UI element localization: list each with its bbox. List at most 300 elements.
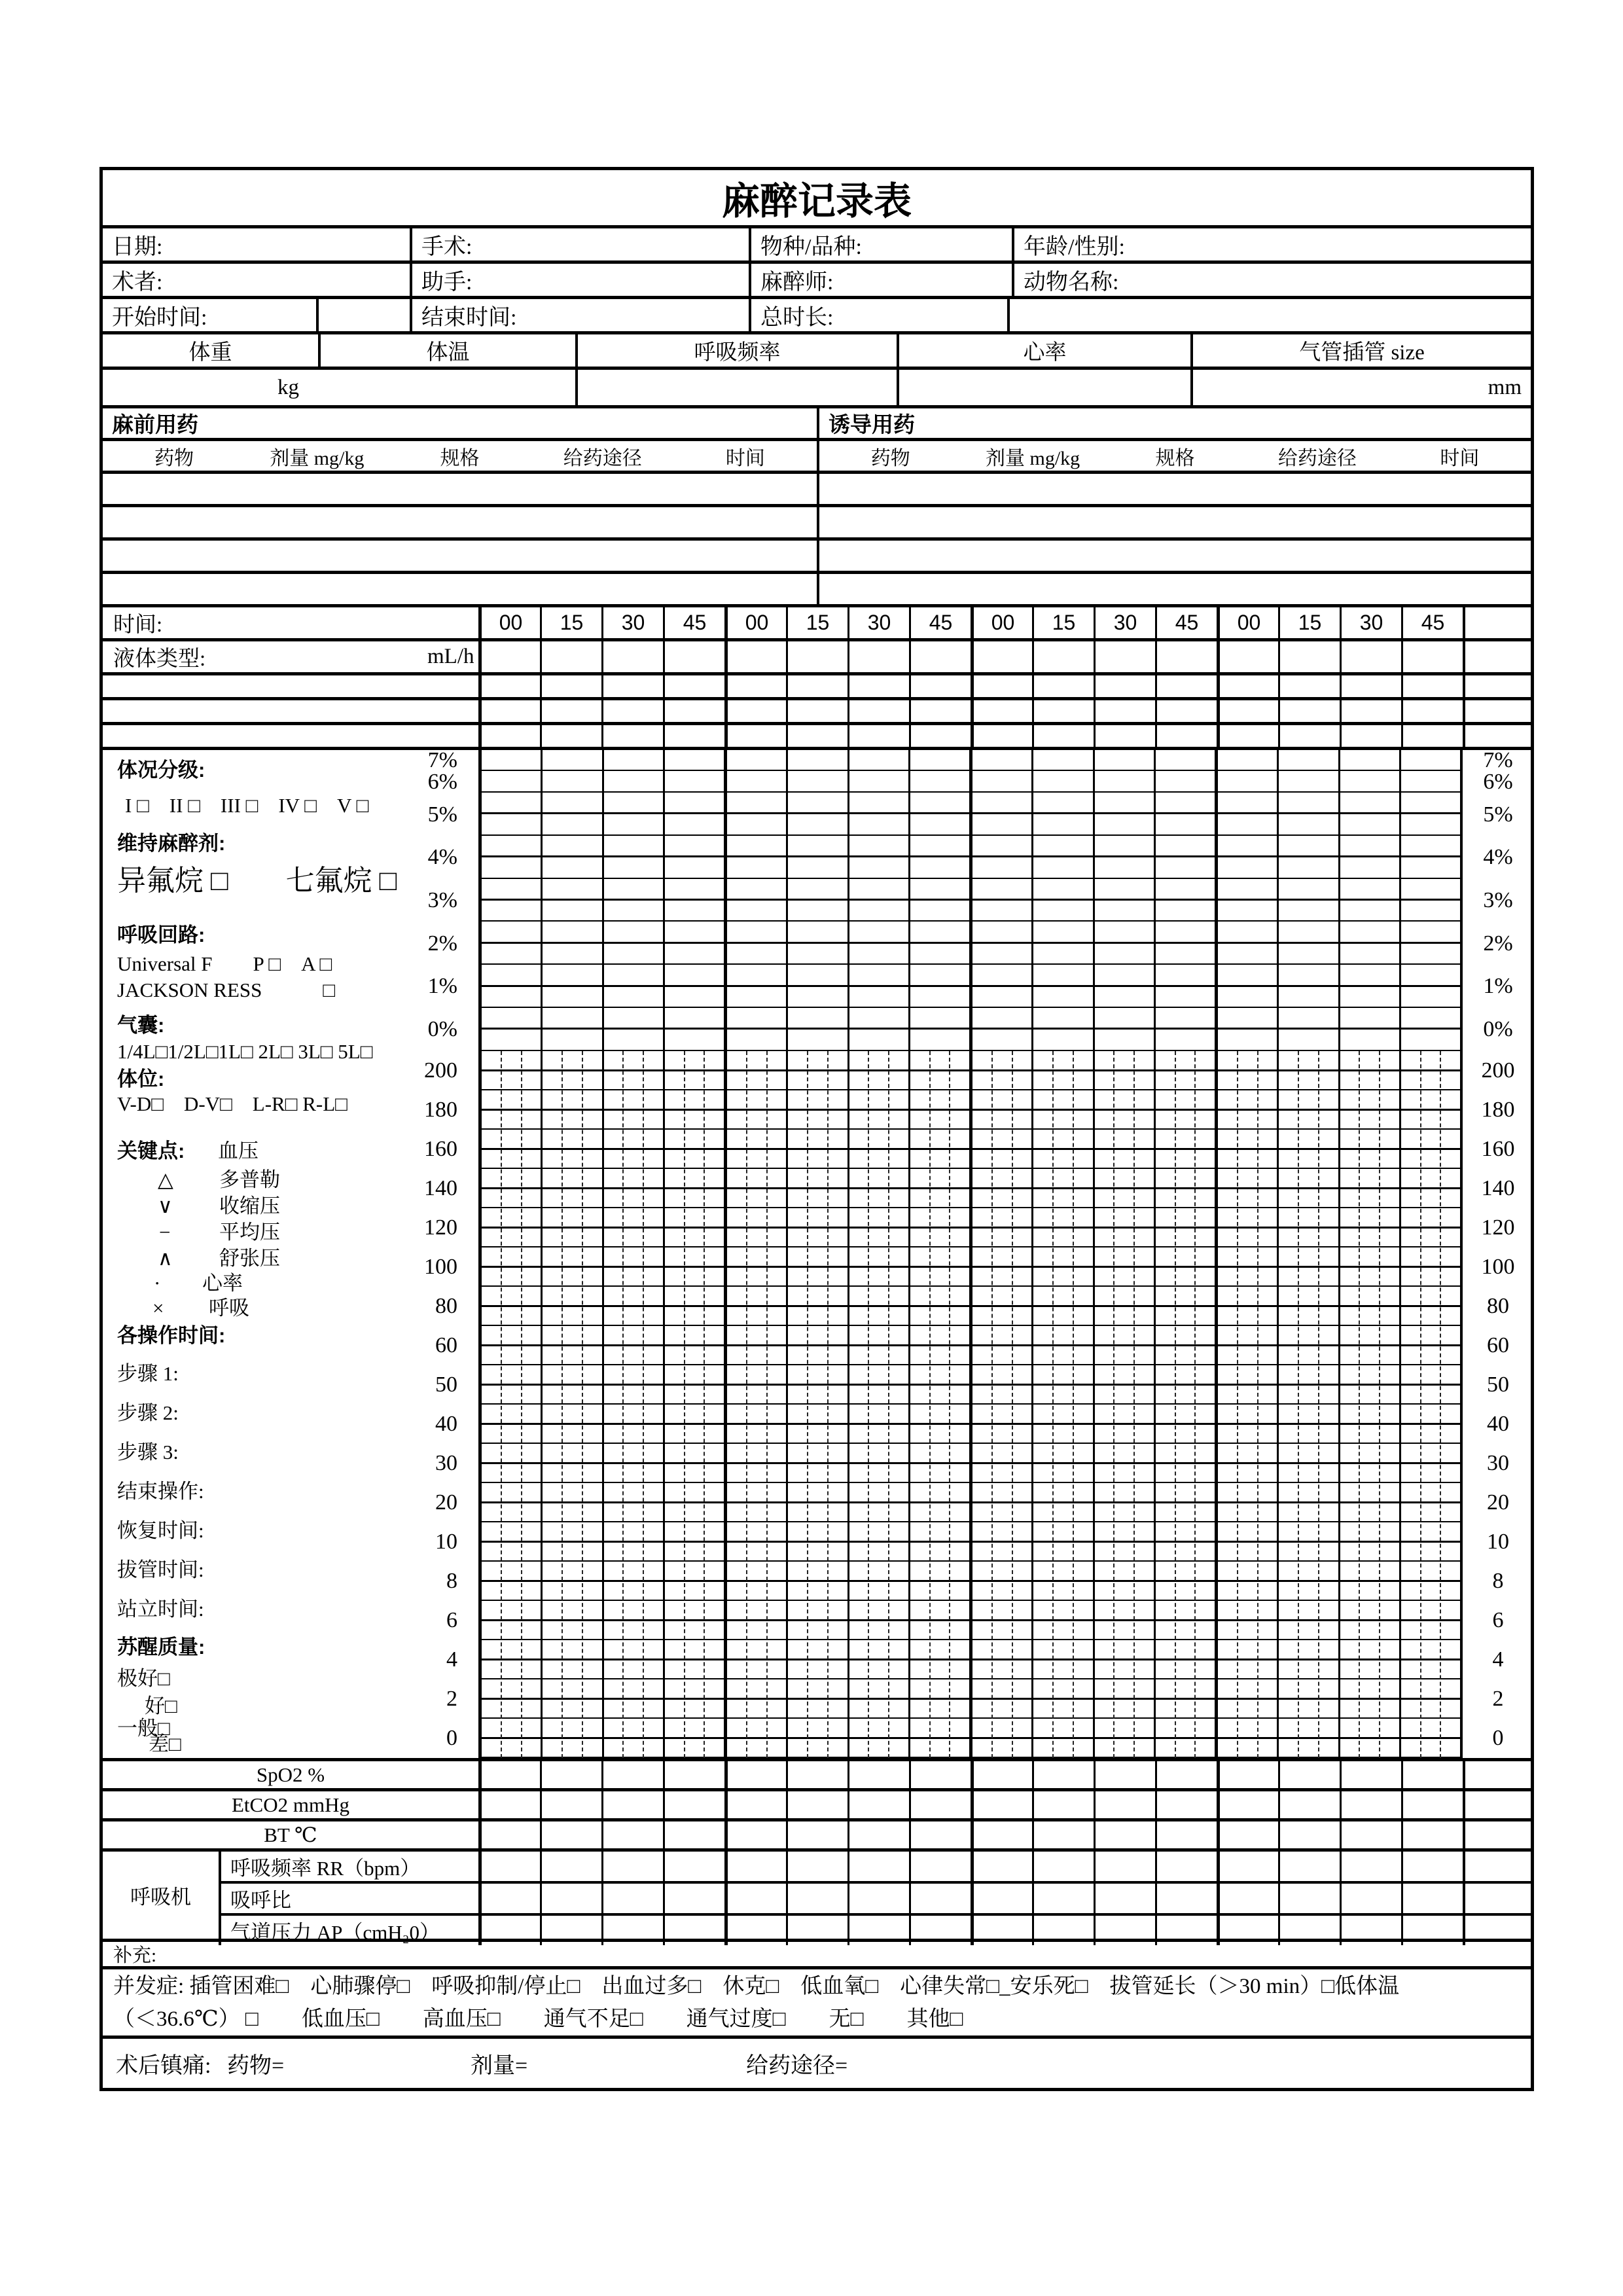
grid-cell [847, 1884, 909, 1913]
grid-cell [601, 641, 663, 672]
premed-section-title: 麻前用药 [112, 412, 198, 437]
grid-cell [1032, 1852, 1094, 1881]
grid-column [972, 750, 1033, 1051]
percent-scale-right [1465, 750, 1531, 1051]
scale-label: 50 [435, 1372, 457, 1397]
grid-column [1033, 1051, 1094, 1758]
time-row [103, 604, 1531, 638]
grid-cell [1278, 725, 1340, 747]
grid-column [1401, 750, 1460, 1051]
grid-cell [786, 725, 847, 747]
grid-cell [478, 675, 540, 697]
drug-entry-row [103, 471, 1531, 504]
grid-cell [1032, 700, 1094, 722]
grid-cell [1340, 675, 1401, 697]
analgesia-drug: 药物= [227, 2054, 285, 2078]
tail-cell [1463, 1761, 1531, 1788]
sidebar-line: 极好□ [117, 1667, 170, 1690]
grid-column [1340, 750, 1401, 1051]
scale-label: 80 [1487, 1294, 1509, 1318]
grid-cell [1032, 725, 1094, 747]
scale-label: 10 [1487, 1530, 1509, 1554]
grid-cell [786, 700, 847, 722]
anesthetist-field: 麻醉师: [749, 264, 1012, 296]
grid-cell [540, 1852, 601, 1881]
grid-cell [1094, 700, 1155, 722]
grid-cell [1401, 1761, 1463, 1788]
grid-cell [971, 1884, 1032, 1913]
grid-column [1218, 1051, 1279, 1758]
grid-cell [971, 1791, 1032, 1818]
surgery-field: 手术: [410, 228, 749, 260]
scale-label: 180 [424, 1098, 457, 1122]
grid-cell [663, 1821, 724, 1848]
scale-label: 140 [1481, 1176, 1515, 1200]
vitals-grid [478, 1051, 1463, 1758]
grid-cell [1217, 1884, 1278, 1913]
scale-label: 140 [424, 1176, 457, 1200]
scale-label: 6 [1492, 1608, 1504, 1632]
scale-label: 120 [1481, 1215, 1515, 1240]
sidebar-line: I □ II □ III □ IV □ V □ [125, 794, 369, 817]
drug-entry-row [103, 571, 1531, 604]
grid-cell [1401, 641, 1463, 672]
grid-cell [663, 700, 724, 722]
complications-line-1: 并发症: 插管困难□ 心肺骤停□ 呼吸抑制/停止□ 出血过多□ 休克□ 低血氧□ 心律失常□_安乐死□ 拔管延长（＞30 min）□低体温 [113, 1974, 1400, 1998]
tail-cell [1463, 1884, 1531, 1913]
grid-cell [663, 675, 724, 697]
scale-label: 160 [1481, 1136, 1515, 1161]
scale-label: 200 [424, 1058, 457, 1083]
scale-label: 4 [446, 1647, 457, 1672]
sidebar-line: 一般□ [117, 1717, 170, 1740]
time-tick-cell: 30 [1340, 607, 1401, 638]
time-tick-cell: 30 [847, 607, 909, 638]
analgesia-dose: 剂量= [471, 2054, 528, 2078]
scale-label: 2% [427, 931, 457, 956]
induction-section-title: 诱导用药 [817, 408, 1531, 438]
sidebar-line: 呼吸 [209, 1297, 249, 1319]
sidebar-line: V-D□ D-V□ L-R□ R-L□ [117, 1092, 348, 1115]
sidebar-line: 平均压 [219, 1221, 280, 1244]
grid-cell [971, 641, 1032, 672]
grid-cell [1155, 700, 1217, 722]
scale-label: 2% [1483, 931, 1513, 956]
drug-column-header: 时间 [1440, 447, 1480, 469]
grid-cell [540, 725, 601, 747]
grid-cell [786, 1852, 847, 1881]
sidebar-line: 结束操作: [117, 1480, 204, 1503]
complications-row [103, 1966, 1531, 2036]
grid-cell [847, 1791, 909, 1818]
vent-rr-row [219, 1852, 1531, 1881]
grid-cell [909, 1852, 971, 1881]
grid-cell [663, 1761, 724, 1788]
empty-cell [1007, 299, 1531, 331]
scale-label: 6% [427, 770, 457, 795]
complications-line-2: （＜36.6℃） □ 低血压□ 高血压□ 通气不足□ 通气过度□ 无□ 其他□ [113, 2007, 963, 2031]
grid-cell [909, 1761, 971, 1788]
grid-cell [478, 1791, 540, 1818]
grid-cell [1032, 1821, 1094, 1848]
sidebar-line: ∧ [158, 1247, 173, 1270]
grid-column [1033, 750, 1094, 1051]
scale-label: 60 [435, 1333, 457, 1357]
scale-label: 4% [427, 845, 457, 870]
ett-value-cell [1190, 370, 1531, 405]
grid-cell [663, 1791, 724, 1818]
sidebar-line: △ [158, 1168, 173, 1191]
grid-cell [1340, 725, 1401, 747]
grid-cell [1401, 675, 1463, 697]
sidebar-line: 血压 [218, 1139, 259, 1162]
grid-cell [1278, 1821, 1340, 1848]
sidebar-line: 舒张压 [219, 1247, 280, 1270]
grid-cell [663, 641, 724, 672]
grid-cell [786, 641, 847, 672]
start-time-field: 开始时间: [112, 306, 207, 330]
grid-cell [909, 1821, 971, 1848]
grid-cell [1340, 1761, 1401, 1788]
grid-cell [1032, 675, 1094, 697]
grid-cell [1401, 1821, 1463, 1848]
body-temp-label: BT ℃ [264, 1823, 317, 1846]
grid-cell [1155, 725, 1217, 747]
grid-cell [1278, 1884, 1340, 1913]
grid-cell [1217, 725, 1278, 747]
grid-cell [909, 1791, 971, 1818]
scale-label: 7% [427, 748, 457, 773]
grid-cell [601, 1821, 663, 1848]
tail-cell [1463, 1852, 1531, 1881]
grid-cell [1155, 675, 1217, 697]
grid-cell [540, 675, 601, 697]
sidebar-line: 体况分级: [117, 759, 205, 781]
grid-cell [847, 1852, 909, 1881]
sidebar-notes [103, 750, 478, 1758]
grid-cell [540, 641, 601, 672]
sidebar-line: 异氟烷 □ 七氟烷 □ [117, 865, 397, 897]
grid-cell [786, 1761, 847, 1788]
grid-cell [1217, 641, 1278, 672]
grid-column [1279, 1051, 1340, 1758]
spo2-row [103, 1758, 1531, 1788]
grid-column [1095, 750, 1156, 1051]
grid-column [849, 1051, 910, 1758]
scale-label: 40 [435, 1412, 457, 1436]
grid-column [849, 750, 910, 1051]
grid-cell [724, 641, 786, 672]
grid-cell [478, 700, 540, 722]
ventilator-label: 呼吸机 [130, 1886, 191, 1909]
time-tick-cell: 15 [1032, 607, 1094, 638]
sidebar-line: 差□ [149, 1732, 181, 1755]
grid-cell [601, 1791, 663, 1818]
grid-cell [1032, 1761, 1094, 1788]
tail-cell [1463, 641, 1531, 672]
sidebar-line: 呼吸回路: [117, 924, 205, 946]
sidebar-line: ∨ [158, 1194, 173, 1217]
grid-cell [1401, 700, 1463, 722]
time-tick-cell: 00 [1217, 607, 1278, 638]
grid-cell [847, 1761, 909, 1788]
sidebar-line: 恢复时间: [117, 1519, 204, 1542]
grid-cell [724, 675, 786, 697]
scale-label: 160 [424, 1136, 457, 1161]
analgesia-label: 术后镇痛: [116, 2054, 211, 2078]
tail-cell [1463, 725, 1531, 747]
sidebar-line: 各操作时间: [117, 1324, 226, 1347]
grid-cell [1401, 1852, 1463, 1881]
scale-label: 30 [1487, 1451, 1509, 1475]
sidebar-line: × [152, 1297, 164, 1319]
grid-cell [663, 725, 724, 747]
grid-cell [540, 1884, 601, 1913]
grid-cell [909, 675, 971, 697]
time-tick-cell: 30 [601, 607, 663, 638]
grid-cell [847, 641, 909, 672]
vent-ie-row [219, 1881, 1531, 1913]
fluid-unit: mL/h [427, 645, 474, 668]
grid-cell [478, 641, 540, 672]
surgeon-field: 术者: [112, 270, 163, 295]
grid-cell [1032, 1884, 1094, 1913]
fluid-row-label: 液体类型: mL/h [113, 645, 474, 671]
scale-label: 4% [1483, 845, 1513, 870]
vitals-header-row [103, 331, 1531, 367]
mm-unit: mm [1488, 375, 1522, 399]
date-field: 日期: [112, 235, 163, 259]
grid-cell [540, 1791, 601, 1818]
grid-column [543, 750, 603, 1051]
resp-rate-header: 呼吸频率 [575, 334, 897, 367]
drug-column-header: 剂量 mg/kg [270, 447, 365, 469]
grid-column [727, 1051, 788, 1758]
grid-cell [1155, 1791, 1217, 1818]
supplement-row [103, 1939, 1531, 1966]
grid-column [1340, 1051, 1401, 1758]
grid-cell [601, 700, 663, 722]
weight-value-cell [103, 370, 575, 405]
scale-label: 200 [1481, 1058, 1515, 1083]
time-tick-cell: 15 [786, 607, 847, 638]
grid-cell [724, 1852, 786, 1881]
end-time-field: 结束时间: [410, 299, 749, 331]
grid-cell [1278, 641, 1340, 672]
chart-zone [103, 747, 1531, 1758]
grid-cell [971, 1852, 1032, 1881]
time-tick-cell: 45 [663, 607, 724, 638]
tail-cell [1463, 675, 1531, 697]
info-row-2 [103, 260, 1531, 296]
tail-cell [1463, 1791, 1531, 1818]
grid-cell [601, 1852, 663, 1881]
postop-analgesia-row [103, 2036, 1531, 2088]
grid-column [1279, 750, 1340, 1051]
drug-columns-row [103, 438, 1531, 471]
drug-column-header: 剂量 mg/kg [986, 447, 1080, 469]
info-row-1 [103, 225, 1531, 260]
animal-name-field: 动物名称: [1012, 264, 1531, 296]
grid-column [543, 1051, 603, 1758]
page-title: 麻醉记录表 [721, 180, 912, 223]
sidebar-line: 拔管时间: [117, 1558, 204, 1581]
sidebar-line: 体位: [117, 1067, 165, 1090]
grid-cell [478, 1884, 540, 1913]
drug-column-header: 药物 [154, 447, 194, 469]
etco2-row [103, 1788, 1531, 1818]
grid-cell [1217, 1791, 1278, 1818]
scale-label: 1% [427, 974, 457, 999]
drug-column-header: 规格 [1155, 447, 1195, 469]
etco2-label: EtCO2 mmHg [232, 1793, 349, 1816]
grid-cell [909, 1884, 971, 1913]
grid-cell [1032, 1791, 1094, 1818]
sidebar-line: 站立时间: [117, 1598, 204, 1621]
grid-cell [1094, 725, 1155, 747]
heart-rate-header: 心率 [897, 334, 1190, 367]
sidebar-line: 步骤 1: [117, 1362, 179, 1385]
sidebar-line: Universal F P □ A □ [117, 952, 332, 975]
grid-cell [478, 1852, 540, 1881]
grid-column [604, 1051, 665, 1758]
grid-cell [1155, 1761, 1217, 1788]
scale-label: 50 [1487, 1372, 1509, 1397]
scale-label: 180 [1481, 1098, 1515, 1122]
grid-column [788, 750, 849, 1051]
grid-cell [1032, 641, 1094, 672]
grid-cell [1340, 1884, 1401, 1913]
grid-cell [1340, 1791, 1401, 1818]
grid-cell [1217, 1761, 1278, 1788]
grid-cell [1340, 700, 1401, 722]
grid-cell [478, 1821, 540, 1848]
grid-cell [847, 1821, 909, 1848]
time-tick-cell: 45 [1155, 607, 1217, 638]
grid-column [1095, 1051, 1156, 1758]
scale-label: 4 [1492, 1647, 1504, 1672]
fluid-type-row [103, 638, 1531, 672]
grid-cell [1340, 641, 1401, 672]
drug-column-header: 给药途径 [563, 447, 642, 469]
grid-column [910, 750, 972, 1051]
scale-label: 20 [1487, 1490, 1509, 1515]
grid-cell [909, 641, 971, 672]
extra-grid-row [103, 697, 1531, 722]
tail-cell [1463, 607, 1531, 638]
time-tick-cell: 00 [478, 607, 540, 638]
vitals-scale-right [1465, 1051, 1531, 1758]
grid-cell [724, 1821, 786, 1848]
scale-label: 6% [1483, 770, 1513, 795]
grid-cell [1217, 675, 1278, 697]
grid-cell [909, 700, 971, 722]
spo2-label: SpO2 % [256, 1763, 325, 1786]
grid-cell [478, 1761, 540, 1788]
grid-cell [1278, 1791, 1340, 1818]
grid-column [1156, 750, 1218, 1051]
drug-column-header: 给药途径 [1277, 447, 1357, 469]
scale-label: 8 [1492, 1569, 1504, 1593]
grid-cell [786, 1821, 847, 1848]
grid-cell [1155, 1852, 1217, 1881]
grid-cell [1094, 1761, 1155, 1788]
grid-cell [1217, 1852, 1278, 1881]
empty-cell [316, 299, 410, 331]
species-field: 物种/品种: [749, 228, 1012, 260]
grid-cell [1094, 1884, 1155, 1913]
grid-cell [1094, 1821, 1155, 1848]
weight-header: 体重 [188, 341, 232, 365]
scale-label: 2 [446, 1687, 457, 1711]
scale-label: 60 [1487, 1333, 1509, 1357]
drug-entry-row [103, 537, 1531, 571]
grid-cell [847, 675, 909, 697]
grid-cell [971, 675, 1032, 697]
tail-cell [1463, 700, 1531, 722]
grid-cell [1094, 1791, 1155, 1818]
sidebar-line: 多普勒 [219, 1168, 280, 1191]
grid-cell [1401, 725, 1463, 747]
grid-cell [971, 1761, 1032, 1788]
grid-cell [847, 700, 909, 722]
sidebar-line: 心率 [202, 1272, 243, 1295]
sidebar-line: 收缩压 [219, 1194, 280, 1217]
extra-grid-row [103, 672, 1531, 697]
time-row-label: 时间: [113, 613, 163, 637]
fluid-cells [478, 641, 1531, 672]
scale-label: 0% [1483, 1017, 1513, 1042]
time-tick-cell: 15 [540, 607, 601, 638]
scale-label: 40 [1487, 1412, 1509, 1436]
ventilator-block [103, 1848, 1531, 1944]
grid-cell [1094, 641, 1155, 672]
resp-value-cell [575, 370, 897, 405]
grid-column [910, 1051, 972, 1758]
analgesia-route: 给药途径= [746, 2054, 848, 2078]
time-tick-cell: 45 [909, 607, 971, 638]
time-tick-cell: 15 [1278, 607, 1340, 638]
grid-cell [1340, 1821, 1401, 1848]
vent-ap-label: 气道压力 AP（cmH₂0） [219, 1916, 478, 1945]
grid-cell [1340, 1852, 1401, 1881]
drug-column-header: 规格 [440, 447, 480, 469]
grid-cell [601, 1761, 663, 1788]
scale-label: 5% [427, 802, 457, 827]
sidebar-line: JACKSON RESS □ [117, 978, 336, 1001]
scale-label: 3% [1483, 888, 1513, 912]
grid-cell [786, 675, 847, 697]
heart-value-cell [897, 370, 1190, 405]
grid-cell [663, 1852, 724, 1881]
scale-label: 2 [1492, 1687, 1504, 1711]
time-tick-cell: 45 [1401, 607, 1463, 638]
grid-cell [1401, 1884, 1463, 1913]
percent-grid [478, 750, 1463, 1051]
sidebar-line: 1/4L□1/2L□1L□ 2L□ 3L□ 5L□ [117, 1040, 373, 1063]
scale-label: 20 [435, 1490, 457, 1515]
grid-column [482, 750, 543, 1051]
grid-cell [724, 700, 786, 722]
scale-label: 0% [427, 1017, 457, 1042]
time-tick-cells [478, 607, 1531, 638]
vent-rr-label: 呼吸频率 RR（bpm） [219, 1852, 478, 1881]
scale-label: 3% [427, 888, 457, 912]
drug-entry-row [103, 504, 1531, 537]
sidebar-line: 步骤 2: [117, 1401, 179, 1424]
grid-cell [540, 1821, 601, 1848]
grid-cell [1278, 675, 1340, 697]
